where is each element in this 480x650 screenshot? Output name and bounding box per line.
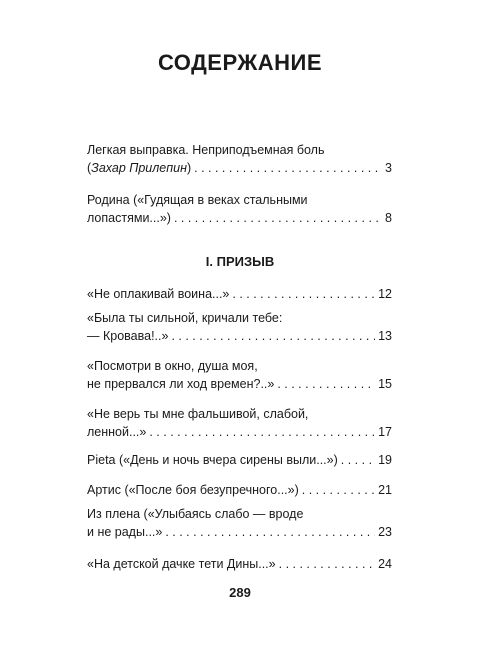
toc-entry-title: «Была ты сильной, кричали тебе: — [87, 311, 283, 325]
leader-dots — [232, 285, 375, 303]
leader-dots — [302, 481, 375, 499]
toc-entry-page: 12 — [378, 287, 392, 301]
toc-entry-page: 8 — [385, 211, 392, 225]
toc-entry-title: Родина («Гудящая в веках стальными — [87, 193, 308, 207]
toc-entry-title: «Посмотри в окно, душа моя, — [87, 359, 258, 373]
toc-entry-title-cont: лопастями...») — [87, 211, 171, 225]
page-title: СОДЕРЖАНИЕ — [157, 50, 323, 75]
toc-entry-page: 19 — [378, 453, 392, 467]
toc-entry-title-cont: не прервался ли ход времен?..» — [87, 377, 275, 391]
toc-entry-title-cont: — Кровава!..» — [87, 329, 169, 343]
toc-entry-title: Легкая выправка. Неприподъемная боль — [87, 143, 325, 157]
leader-dots — [165, 523, 375, 541]
toc-entry-title: «Не верь ты мне фальшивой, слабой, — [87, 407, 309, 421]
section-heading: I. ПРИЗЫВ — [205, 254, 275, 269]
toc-entry-page: 15 — [378, 377, 392, 391]
toc-entry: Легкая выправка. Неприподъемная боль (Захар Прилепин) . . . 3 — [87, 141, 392, 177]
toc-entry — [87, 357, 392, 393]
toc-entry — [87, 481, 392, 499]
toc-entry-title-cont: и не рады...» — [87, 525, 163, 539]
toc-entry-title: «На детской дачке тети Дины...» — [87, 557, 276, 571]
toc-entry — [87, 285, 392, 303]
toc-entry-page: 17 — [378, 425, 392, 439]
toc-entry-author: Захар Прилепин — [91, 161, 187, 175]
toc-entry-page: 13 — [378, 329, 392, 343]
toc-entry-page: 21 — [378, 483, 392, 497]
leader-dots — [277, 375, 375, 393]
toc-entry-title: Из плена («Улыбаясь слабо — вроде — [87, 507, 304, 521]
toc-entry-page: 23 — [378, 525, 392, 539]
toc-entry — [87, 451, 392, 469]
toc-entry-page: 24 — [378, 557, 392, 571]
toc-entry — [87, 309, 392, 345]
leader-dots — [171, 327, 375, 345]
toc-entry — [87, 405, 392, 441]
toc-entry-page: 3 — [385, 161, 392, 175]
toc-entry — [87, 191, 392, 227]
page-number: 289 — [229, 585, 251, 600]
leader-dots — [174, 209, 382, 227]
leader-dots — [194, 159, 382, 177]
toc-entry-title-cont: ленной...» — [87, 425, 147, 439]
toc-entry-title: «Не оплакивай воина...» — [87, 287, 230, 301]
toc-entry-title: Pieta («День и ночь вчера сирены выли...») — [87, 453, 338, 467]
leader-dots — [149, 423, 375, 441]
leader-dots — [279, 555, 375, 573]
toc-entry — [87, 505, 392, 541]
toc-entry-title: Артис («После боя безупречного...») — [87, 483, 299, 497]
leader-dots — [341, 451, 375, 469]
toc-entry — [87, 555, 392, 573]
